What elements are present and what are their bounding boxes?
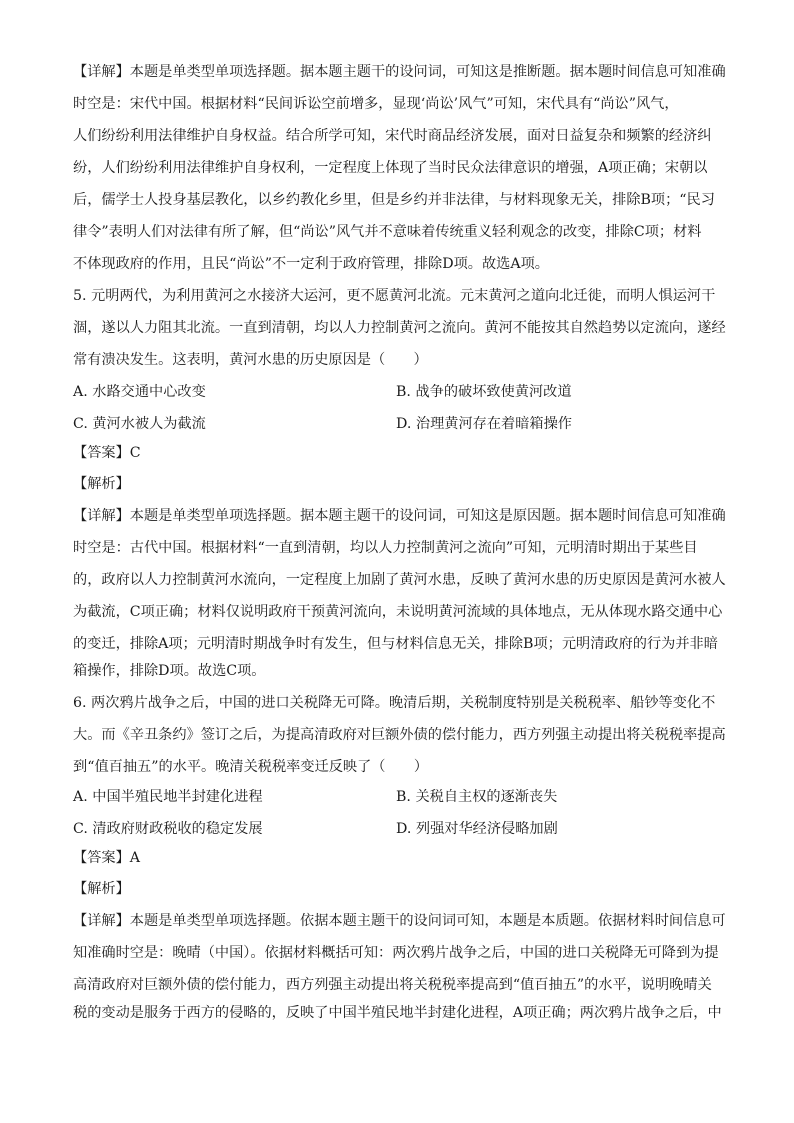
q6-stem-line: 到“值百抽五”的水平。晚清关税税率变迁反映了（ ） xyxy=(73,759,429,775)
q6-detail-line: 高清政府对巨额外债的偿付能力，西方列强主动提出将关税税率提高到“值百抽五”的水平，说明晚晴关 xyxy=(73,977,712,993)
q6-stem-line: 大。而《辛丑条约》签订之后，为提高清政府对巨额外债的偿付能力，西方列强主动提出将关税税率提高 xyxy=(73,727,726,743)
q5-option-c: C. 黄河水被人为截流 xyxy=(73,416,206,432)
q6-option-a: A. 中国半殖民地半封建化进程 xyxy=(73,789,263,805)
q6-option-d: D. 列强对华经济侵略加剧 xyxy=(396,821,558,837)
q4-detail-line: 纷，人们纷纷利用法律维护自身权利，一定程度上体现了当时民众法律意识的增强，A项正确；宋朝以 xyxy=(73,160,708,176)
q5-option-b: B. 战争的破坏致使黄河改道 xyxy=(396,384,572,400)
q5-analysis-label: 【解析】 xyxy=(73,476,130,492)
q5-answer: 【答案】C xyxy=(73,445,141,461)
q5-stem-line: 涸，遂以人力阻其北流。一直到清朝，均以人力控制黄河之流向。黄河不能按其自然趋势以定流向，遂经 xyxy=(73,320,726,336)
q5-stem-line: 5. 元明两代，为利用黄河之水接济大运河，更不愿黄河北流。元末黄河之道向北迁徙，而明人惧运河干 xyxy=(73,288,716,304)
q5-detail-line: 时空是：古代中国。根据材料“一直到清朝，均以人力控制黄河之流向”可知，元明清时期出于某些目 xyxy=(73,540,698,556)
q6-detail-line: 知准确时空是：晚晴（中国）。依据材料概括可知：两次鸦片战争之后，中国的进口关税降无可降到为提 xyxy=(73,945,719,961)
q6-option-c: C. 清政府财政税收的稳定发展 xyxy=(73,821,263,837)
q4-detail-line: 人们纷纷利用法律维护自身权益。结合所学可知，宋代时商品经济发展，面对日益复杂和频繁的经济纠 xyxy=(73,128,712,144)
q5-detail-line: 的变迁，排除A项；元明清时期战争时有发生，但与材料信息无关，排除B项；元明清政府的行为并非暗 xyxy=(73,636,718,652)
q4-detail-line: 【详解】本题是单类型单项选择题。据本题主题干的设问词，可知这是推断题。据本题时间信息可知准确 xyxy=(73,64,726,80)
q5-detail-line: 【详解】本题是单类型单项选择题。据本题主题干的设问词，可知这是原因题。据本题时间信息可知准确 xyxy=(73,508,726,524)
q6-answer: 【答案】A xyxy=(73,850,140,866)
q5-detail-line: 箱操作，排除D项。故选C项。 xyxy=(73,663,266,679)
q6-option-b: B. 关税自主权的逐渐丧失 xyxy=(396,789,558,805)
q5-option-a: A. 水路交通中心改变 xyxy=(73,384,206,400)
q4-detail-line: 不体现政府的作用，且民“尚讼”不一定利于政府管理，排除D项。故选A项。 xyxy=(73,256,549,272)
q6-detail-line: 税的变动是服务于西方的侵略的，反映了中国半殖民地半封建化进程，A项正确；两次鸦片战争之后，中 xyxy=(73,1005,722,1021)
q4-detail-line: 时空是：宋代中国。根据材料“民间诉讼空前增多，显现‘尚讼’风气”可知，宋代具有“尚讼”风气， xyxy=(73,96,679,112)
q6-detail-line: 【详解】本题是单类型单项选择题。依据本题主题干的设问词可知，本题是本质题。依据材料时间信息可 xyxy=(73,913,726,929)
q6-analysis-label: 【解析】 xyxy=(73,881,130,897)
q5-stem-line: 常有溃决发生。这表明，黄河水患的历史原因是（ ） xyxy=(73,352,428,368)
q4-detail-line: 律令”表明人们对法律有所了解，但“尚讼”风气并不意味着传统重义轻利观念的改变，排除C项；材料 xyxy=(73,224,702,240)
q5-detail-line: 的，政府以人力控制黄河水流向，一定程度上加剧了黄河水患，反映了黄河水患的历史原因是黄河水被人 xyxy=(73,572,726,588)
q4-detail-line: 后，儒学士人投身基层教化，以乡约教化乡里，但是乡约并非法律，与材料现象无关，排除B项；“民习 xyxy=(73,192,715,208)
q6-stem-line: 6. 两次鸦片战争之后，中国的进口关税降无可降。晚清后期，关税制度特别是关税税率、船钞等变化不 xyxy=(73,695,716,711)
q5-detail-line: 为截流，C项正确；材料仅说明政府干预黄河流向，未说明黄河流域的具体地点，无从体现水路交通中心 xyxy=(73,604,723,620)
q5-option-d: D. 治理黄河存在着暗箱操作 xyxy=(396,416,572,432)
